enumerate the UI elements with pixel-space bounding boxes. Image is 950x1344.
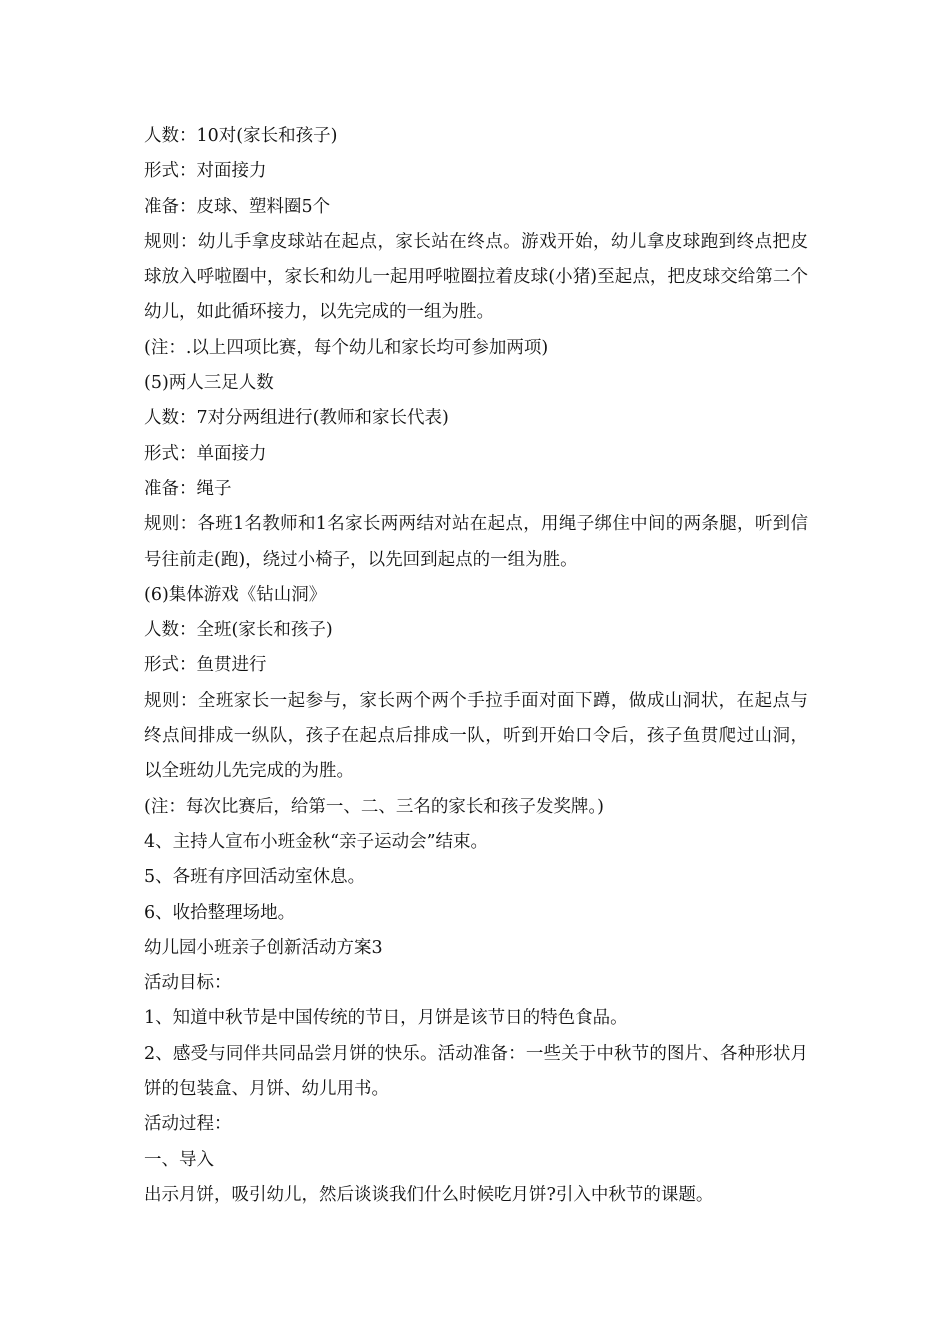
paragraph-format-6: 形式：鱼贯进行 bbox=[144, 655, 267, 676]
paragraph-introduction: 出示月饼，吸引幼儿，然后谈谈我们什么时候吃月饼?引入中秋节的课题。 bbox=[144, 1184, 714, 1205]
paragraph-rules-5: 规则：各班1名教师和1名家长两两结对站在起点，用绳子绑住中间的两条腿，听到信号往前走(跑)，绕过小椅子，以先回到起点的一组为胜。 bbox=[144, 514, 808, 570]
paragraph-rules-6: 规则：全班家长一起参与，家长两个两个手拉手面对面下蹲，做成山洞状，在起点与终点间排成一纵队，孩子在起点后排成一队，听到开始口令后，孩子鱼贯爬过山洞，以全班幼儿先完成的为胜。 bbox=[144, 690, 808, 782]
heading-activity-goals: 活动目标： bbox=[144, 973, 232, 994]
paragraph-step-4: 4、主持人宣布小班金秋“亲子运动会”结束。 bbox=[144, 831, 489, 852]
paragraph-participants-5: 人数：7对分两组进行(教师和家长代表) bbox=[144, 408, 449, 429]
paragraph-goal-1: 1、知道中秋节是中国传统的节日，月饼是该节日的特色食品。 bbox=[144, 1008, 628, 1029]
document-body bbox=[144, 119, 808, 1213]
paragraph-note-2: (注：每次比赛后，给第一、二、三名的家长和孩子发奖牌。) bbox=[144, 796, 604, 817]
heading-introduction: 一、导入 bbox=[144, 1149, 214, 1170]
section-heading-5: (5)两人三足人数 bbox=[144, 373, 274, 394]
paragraph-rules-1: 规则：幼儿手拿皮球站在起点，家长站在终点。游戏开始，幼儿拿皮球跑到终点把皮球放入呼啦圈中，家长和幼儿一起用呼啦圈拉着皮球(小猪)至起点，把皮球交给第二个幼儿，如此循环接力，以先完成的一组为胜。 bbox=[144, 231, 808, 323]
paragraph-participants-1: 人数：10对(家长和孩子) bbox=[144, 126, 338, 146]
paragraph-step-6: 6、收拾整理场地。 bbox=[144, 902, 296, 923]
plan-title: 幼儿园小班亲子创新活动方案3 bbox=[144, 937, 383, 958]
paragraph-format-5: 形式：单面接力 bbox=[144, 443, 267, 464]
paragraph-preparation-1: 准备：皮球、塑料圈5个 bbox=[144, 196, 331, 217]
heading-activity-process: 活动过程： bbox=[144, 1114, 232, 1135]
paragraph-step-5: 5、各班有序回活动室休息。 bbox=[144, 867, 366, 888]
paragraph-participants-6: 人数：全班(家长和孩子) bbox=[144, 620, 333, 641]
paragraph-preparation-5: 准备：绳子 bbox=[144, 478, 232, 499]
paragraph-format-1: 形式：对面接力 bbox=[144, 161, 267, 182]
paragraph-goal-2: 2、感受与同伴共同品尝月饼的快乐。活动准备：一些关于中秋节的图片、各种形状月饼的包装盒、月饼、幼儿用书。 bbox=[144, 1043, 808, 1100]
paragraph-note-1: (注：.以上四项比赛，每个幼儿和家长均可参加两项) bbox=[144, 337, 549, 358]
section-heading-6: (6)集体游戏《钻山洞》 bbox=[144, 584, 327, 605]
